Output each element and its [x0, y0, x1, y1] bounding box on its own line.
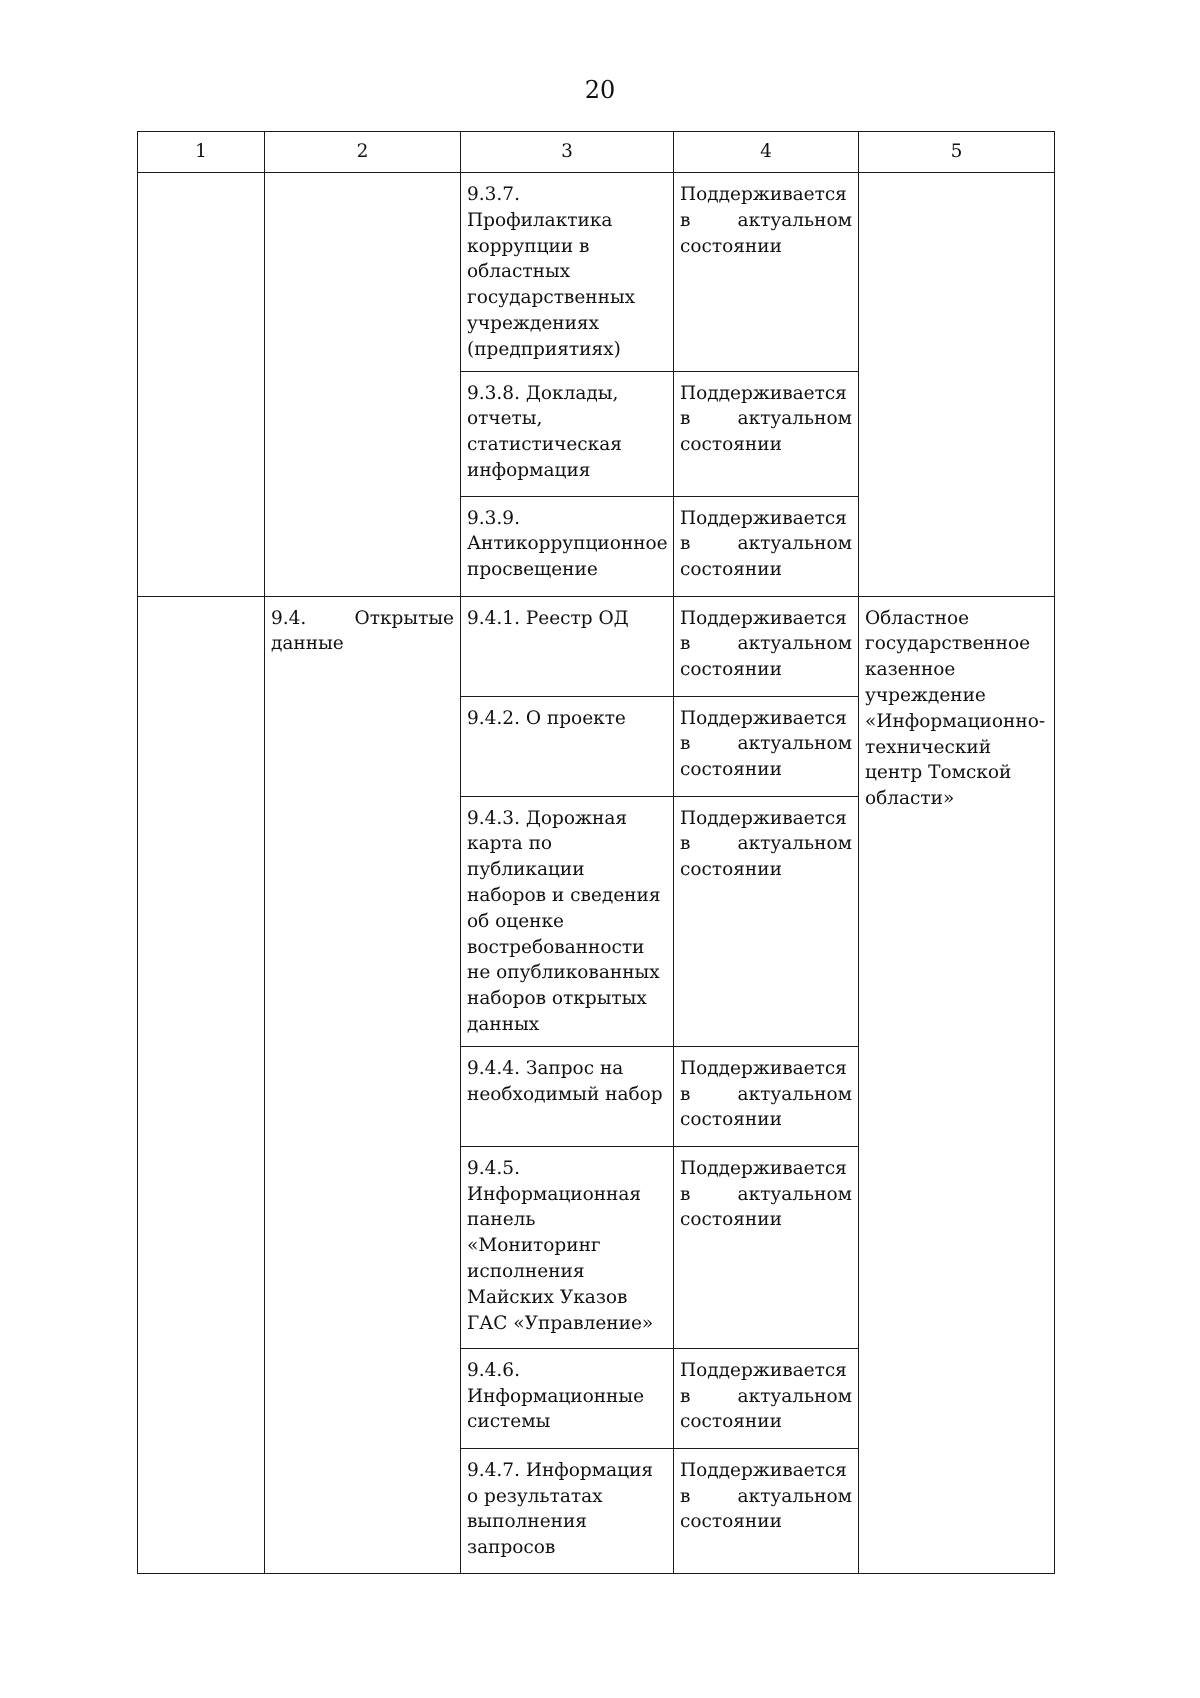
organization-cell: Областное государственное казенное учреждение «Информационно-технический центр Томской области» [859, 596, 1055, 1573]
section-title-line: данные [271, 633, 344, 655]
status-line: состоянии [680, 1511, 782, 1533]
item-cell: 9.4.3. Дорожная карта по публикации наборов и сведения об оценке востребованности не опубликованных наборов открытых данных [461, 796, 674, 1046]
status-cell [674, 1046, 859, 1146]
item-cell: 9.3.9. Антикоррупционное просвещение [461, 496, 674, 596]
column-header-1: 1 [138, 132, 265, 173]
table-row [138, 596, 1055, 696]
document-table [137, 131, 1055, 1574]
status-line: состоянии [680, 235, 782, 257]
status-cell [674, 1348, 859, 1448]
status-cell [674, 696, 859, 796]
status-line: состоянии [680, 434, 782, 456]
status-word: Поддерживается [680, 382, 847, 404]
item-cell: 9.3.8. Доклады, отчеты, статистическая информация [461, 371, 674, 496]
column-header-5: 5 [859, 132, 1055, 173]
status-word: Поддерживается [680, 1057, 847, 1079]
status-cell [674, 1146, 859, 1348]
status-word: Поддерживается [680, 507, 847, 529]
status-line: в актуальном [680, 1183, 852, 1205]
status-cell [674, 371, 859, 496]
status-word: Поддерживается [680, 1359, 847, 1381]
column-2-cell [265, 173, 461, 597]
status-line: в актуальном [680, 1485, 852, 1507]
status-word: Поддерживается [680, 807, 847, 829]
status-line: в актуальном [680, 1083, 852, 1105]
status-line: в актуальном [680, 733, 852, 755]
status-word: Поддерживается [680, 707, 847, 729]
status-line: в актуальном [680, 533, 852, 555]
status-cell [674, 796, 859, 1046]
item-cell: 9.4.4. Запрос на необходимый набор [461, 1046, 674, 1146]
status-line: состоянии [680, 759, 782, 781]
status-line: в актуальном [680, 209, 852, 231]
item-cell: 9.4.5. Информационная панель «Мониторинг исполнения Майских Указов ГАС «Управление» [461, 1146, 674, 1348]
item-cell: 9.4.2. О проекте [461, 696, 674, 796]
column-1-cell [138, 173, 265, 597]
status-cell [674, 173, 859, 372]
status-line: в актуальном [680, 1385, 852, 1407]
status-line: состоянии [680, 1109, 782, 1131]
status-line: в актуальном [680, 408, 852, 430]
status-word: Поддерживается [680, 607, 847, 629]
item-cell: 9.4.7. Информация о результатах выполнения запросов [461, 1448, 674, 1573]
status-cell [674, 596, 859, 696]
status-line: состоянии [680, 859, 782, 881]
status-line: в актуальном [680, 833, 852, 855]
column-5-cell [859, 173, 1055, 597]
item-cell: 9.4.6. Информационные системы [461, 1348, 674, 1448]
status-word: Поддерживается [680, 184, 847, 205]
item-cell: 9.4.1. Реестр ОД [461, 596, 674, 696]
status-word: Поддерживается [680, 1157, 847, 1179]
status-line: состоянии [680, 1209, 782, 1231]
column-header-4: 4 [674, 132, 859, 173]
status-cell [674, 1448, 859, 1573]
status-line: состоянии [680, 659, 782, 681]
column-header-3: 3 [461, 132, 674, 173]
column-1-cell [138, 596, 265, 1573]
status-word: Поддерживается [680, 1459, 847, 1481]
item-cell: 9.3.7. Профилактика коррупции в областных государственных учреждениях (предприятиях) [461, 173, 674, 372]
page-number: 20 [584, 76, 616, 104]
status-line: в актуальном [680, 633, 852, 655]
table-header-row [138, 132, 1055, 173]
status-line: состоянии [680, 1411, 782, 1433]
column-header-2: 2 [265, 132, 461, 173]
section-cell [265, 596, 461, 1573]
table-row [138, 173, 1055, 372]
status-cell [674, 496, 859, 596]
section-title-line: 9.4. Открытые [271, 607, 454, 629]
status-line: состоянии [680, 559, 782, 581]
